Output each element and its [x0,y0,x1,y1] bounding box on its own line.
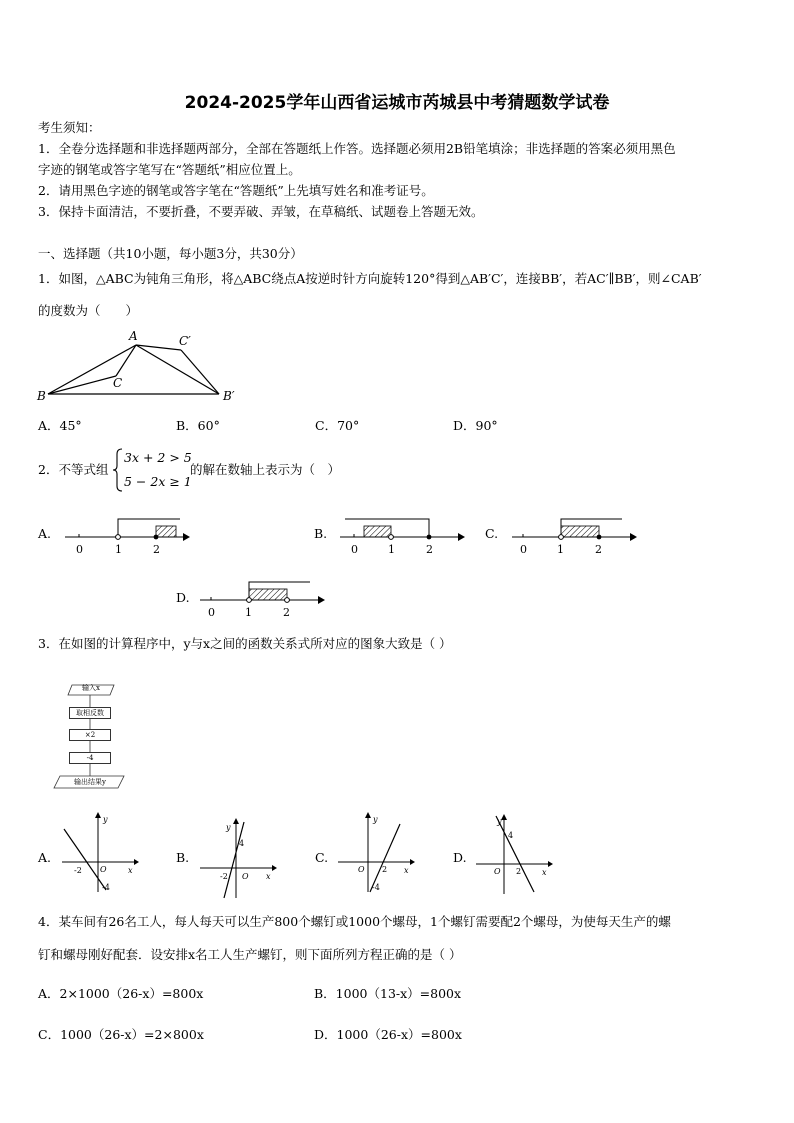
q1-option-b[interactable]: B．60° [176,418,220,433]
q4-option-b[interactable]: B．1000（13-x）=800x [314,986,462,1001]
q3-d-origin: O [494,867,501,876]
q1-label-A: A [129,329,138,343]
q2-b-tick-2: 2 [426,543,433,556]
q2-d-tick-0: 0 [208,606,215,619]
q2-a-tick-1: 1 [115,543,122,556]
q3-stem: 3．在如图的计算程序中，y与x之间的函数关系式所对应的图象大致是（ ） [38,636,452,651]
q3-a-x-intercept: -2 [74,866,82,875]
q3-flow-input: 输入x [82,684,100,692]
q3-a-y-label: y [103,815,108,824]
q2-c-tick-2: 2 [595,543,602,556]
q3-option-b-label[interactable]: B. [176,850,190,865]
q2-b-tick-1: 1 [388,543,395,556]
q1-label-Bp: B′ [223,389,235,403]
q2-brace [113,448,123,492]
q3-c-x-label: x [404,866,409,875]
notice-item-1-cont: 字迹的钢笔或答字笔写在“答题纸”相应位置上。 [38,162,301,177]
q2-numberline-c[interactable] [512,515,637,560]
q3-a-origin: O [100,865,107,874]
q2-c-tick-0: 0 [520,543,527,556]
q2-option-c-label[interactable]: C. [485,526,499,541]
q3-option-a-label[interactable]: A. [38,850,52,865]
q1-stem: 1．如图，△ABC为钝角三角形，将△ABC绕点A按逆时针方向旋转120°得到△AB′C′，连接BB′，若AC′∥BB′，则∠CAB′ [38,271,702,286]
q3-graph-a[interactable] [60,812,140,894]
q1-triangle-figure [36,328,246,408]
notice-item-3: 3．保持卡面清洁，不要折叠，不要弄破、弄皱，在草稿纸、试题卷上答题无效。 [38,204,484,219]
q3-flow-minus4: -4 [69,752,111,764]
q2-suffix: 的解在数轴上表示为（ ） [190,462,341,477]
q3-c-x-intercept: 2 [382,865,388,874]
q2-d-tick-2: 2 [283,606,290,619]
q2-option-a-label[interactable]: A. [38,526,52,541]
q3-c-y-intercept: -4 [372,883,380,892]
q3-graph-d[interactable] [474,814,554,896]
q3-flowchart [52,683,128,793]
q2-inequality-1: 3x + 2 > 5 [124,450,192,465]
q2-numberline-a[interactable] [65,515,190,560]
q3-b-y-label: y [226,823,231,832]
q1-option-c[interactable]: C．70° [315,418,360,433]
notice-heading: 考生须知： [38,120,101,135]
q3-graph-c[interactable] [336,812,416,894]
q2-inequality-2: 5 − 2x ≥ 1 [124,474,192,489]
notice-item-1: 1．全卷分选择题和非选择题两部分，全部在答题纸上作答。选择题必须用2B铅笔填涂；非选择题的答案必须用黑色 [38,141,676,156]
q2-numberline-b[interactable] [340,515,465,560]
q3-option-d-label[interactable]: D. [453,850,467,865]
q3-b-x-intercept: -2 [220,872,228,881]
q3-a-y-intercept: -4 [102,883,110,892]
q4-option-c[interactable]: C．1000（26-x）=2×800x [38,1027,204,1042]
q3-flow-output: 输出结果y [74,778,106,786]
q3-d-y-label: y [497,817,502,826]
q3-b-x-label: x [266,872,271,881]
q4-stem-cont: 钉和螺母刚好配套．设安排x名工人生产螺钉，则下面所列方程正确的是（ ） [38,947,462,962]
q4-option-a[interactable]: A．2×1000（26-x）=800x [38,986,204,1001]
q1-option-a[interactable]: A．45° [38,418,82,433]
q1-stem-cont: 的度数为（ ） [38,303,139,318]
q3-d-x-label: x [542,868,547,877]
q2-prefix: 2．不等式组 [38,462,109,477]
q2-b-tick-0: 0 [351,543,358,556]
q1-label-Cp: C′ [179,334,191,348]
q3-b-origin: O [242,872,249,881]
notice-item-2: 2．请用黑色字迹的钢笔或答字笔在“答题纸”上先填写姓名和准考证号。 [38,183,434,198]
q3-graph-b[interactable] [198,818,278,900]
page-title: 2024-2025学年山西省运城市芮城县中考猜题数学试卷 [184,93,610,113]
q4-stem: 4．某车间有26名工人，每人每天可以生产800个螺钉或1000个螺母，1个螺钉需要配2个螺母，为使每天生产的螺 [38,914,671,929]
q3-c-origin: O [358,865,365,874]
q3-flow-times2: ×2 [69,729,111,741]
q3-d-y-intercept: 4 [508,831,514,840]
q3-a-x-label: x [128,866,133,875]
q3-c-y-label: y [373,815,378,824]
q2-c-tick-1: 1 [557,543,564,556]
q2-option-d-label[interactable]: D. [176,590,190,605]
q2-d-tick-1: 1 [245,606,252,619]
q3-option-c-label[interactable]: C. [315,850,329,865]
section-heading: 一、选择题（共10小题，每小题3分，共30分） [38,246,303,261]
q1-option-d[interactable]: D．90° [453,418,498,433]
q2-option-b-label[interactable]: B. [314,526,328,541]
q2-a-tick-0: 0 [76,543,83,556]
q2-numberline-d[interactable] [200,578,325,623]
q1-label-B: B [37,389,46,403]
q4-option-d[interactable]: D．1000（26-x）=800x [314,1027,462,1042]
q1-label-C: C [113,376,123,390]
q3-d-x-intercept: 2 [516,867,522,876]
q3-flow-negate: 取相反数 [69,707,111,719]
q3-b-y-intercept: 4 [239,839,245,848]
q2-a-tick-2: 2 [153,543,160,556]
